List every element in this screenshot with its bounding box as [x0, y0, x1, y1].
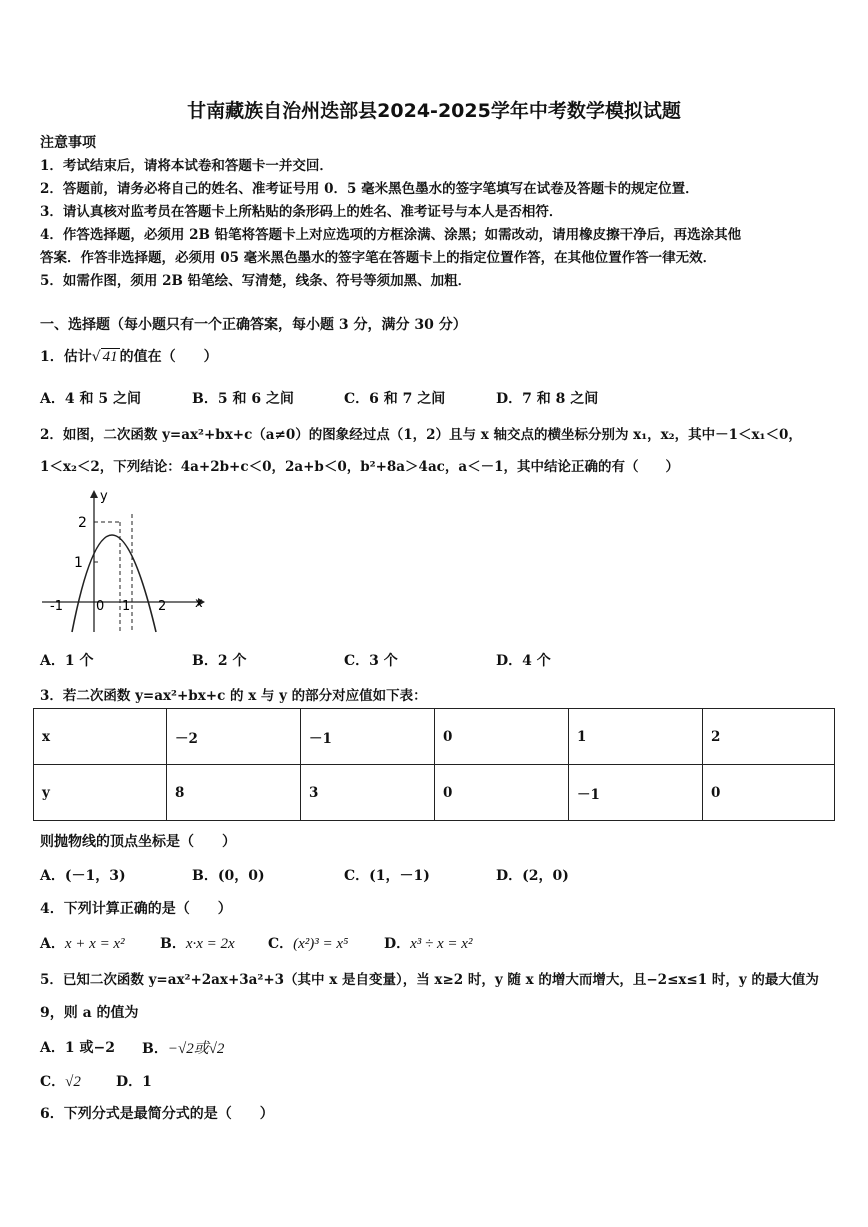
q1-option-d: D．7 和 8 之间	[496, 391, 599, 407]
table-cell: 0	[435, 765, 569, 821]
q3-stem: 3．若二次函数 y=ax²+bx+c 的 x 与 y 的部分对应值如下表：	[40, 688, 427, 704]
q5-option-label: C．	[40, 1074, 66, 1090]
y-tick-label: 1	[74, 555, 83, 571]
q5-option-expr: −√2或√2	[167, 1041, 225, 1057]
table-cell: 8	[167, 765, 301, 821]
q5-option-a: A．1 或−2	[40, 1040, 115, 1056]
x-tick-label: 1	[122, 599, 131, 614]
table-cell: －1	[569, 765, 703, 821]
table-cell: 3	[301, 765, 435, 821]
q1-option-c: C．6 和 7 之间	[344, 391, 446, 407]
table-cell: 0	[435, 709, 569, 765]
parabola-graph	[38, 486, 210, 636]
q4-option-label: A．	[40, 936, 65, 952]
q5-stem-line1: 5．已知二次函数 y=ax²+2ax+3a²+3（其中 x 是自变量），当 x≥2 时，y 随 x 的增大而增大，且−2≤x≤1 时，y 的最大值为	[40, 972, 819, 988]
q5-option-c	[40, 1071, 81, 1091]
q5-stem-line2: 9，则 a 的值为	[40, 1005, 139, 1021]
q5-option-d: D．1	[116, 1074, 152, 1090]
q2-stem-line2: 1＜x₂＜2，下列结论：4a+2b+c＜0，2a+b＜0，b²+8a＞4ac，a＜－1，其中结论正确的有（ ）	[40, 459, 680, 475]
table-row	[34, 709, 835, 765]
q4-option-label: B．	[160, 936, 186, 952]
q3-option-d: D．(2，0)	[496, 868, 569, 884]
section-heading: 一、选择题（每小题只有一个正确答案，每小题 3 分，满分 30 分）	[40, 317, 467, 333]
q4-option-label: D．	[384, 936, 411, 952]
q1-option-b: B．5 和 6 之间	[192, 391, 294, 407]
x-tick-label: -1	[50, 599, 63, 614]
q4-option-b	[160, 933, 235, 953]
y-axis-label: y	[100, 489, 108, 504]
x-axis-label: x	[195, 596, 203, 611]
notice-item: 4．作答选择题，必须用 2B 铅笔将答题卡上对应选项的方框涂满、涂黑；如需改动，请用橡皮擦干净后，再选涂其他	[40, 227, 742, 243]
q5-option-label: B．	[142, 1041, 168, 1057]
y-tick-label: 2	[78, 515, 87, 531]
table-row	[34, 765, 835, 821]
q4-option-expr: x·x = 2x	[185, 936, 235, 952]
q2-option-c: C．3 个	[344, 653, 398, 669]
q5-option-expr: √2	[65, 1074, 81, 1090]
notice-heading: 注意事项	[40, 135, 96, 151]
q2-option-b: B．2 个	[192, 653, 247, 669]
notice-item: 2．答题前，请务必将自己的姓名、准考证号用 0．5 毫米黑色墨水的签字笔填写在试卷及答题卡的规定位置．	[40, 181, 699, 197]
table-cell: －1	[301, 709, 435, 765]
notice-item: 3．请认真核对监考员在答题卡上所粘贴的条形码上的姓名、准考证号与本人是否相符．	[40, 204, 563, 220]
q4-option-a	[40, 933, 125, 953]
q2-stem-line1: 2．如图，二次函数 y=ax²+bx+c（a≠0）的图象经过点（1，2）且与 x 轴交点的横坐标分别为 x₁，x₂，其中－1＜x₁＜0，	[40, 427, 802, 443]
q4-option-label: C．	[268, 936, 294, 952]
table-cell: x	[34, 709, 167, 765]
q4-stem: 4．下列计算正确的是（ ）	[40, 901, 232, 917]
q5-option-b	[142, 1037, 224, 1058]
q4-option-d	[384, 933, 472, 953]
x-tick-label: 2	[158, 599, 167, 614]
values-table	[33, 708, 835, 821]
q1-option-a: A．4 和 5 之间	[40, 391, 141, 407]
q1-prefix: 1．估计	[40, 349, 92, 365]
notice-item: 答案．作答非选择题，必须用 05 毫米黑色墨水的签字笔在答题卡上的指定位置作答，在其他位置作答一律无效．	[40, 250, 717, 266]
x-tick-label: 0	[96, 599, 105, 614]
table-cell: 1	[569, 709, 703, 765]
q4-option-c	[268, 933, 348, 953]
table-cell: 2	[703, 709, 835, 765]
notice-item: 1．考试结束后，请将本试卷和答题卡一并交回．	[40, 158, 333, 174]
parabola-curve	[72, 535, 156, 632]
table-cell: 0	[703, 765, 835, 821]
y-axis-arrow	[90, 490, 98, 498]
notice-item: 5．如需作图，须用 2B 铅笔绘、写清楚，线条、符号等须加黑、加粗．	[40, 273, 472, 289]
q3-option-b: B．(0，0)	[192, 868, 265, 884]
q4-option-expr: x³ ÷ x = x²	[410, 936, 473, 952]
q6-stem: 6．下列分式是最简分式的是（ ）	[40, 1106, 274, 1122]
q3-option-c: C．(1，－1)	[344, 868, 430, 884]
q2-option-d: D．4 个	[496, 653, 551, 669]
q4-option-expr: x + x = x²	[64, 936, 125, 952]
q1-radicand: 41	[102, 349, 118, 365]
q3-question: 则抛物线的顶点坐标是（ ）	[40, 834, 236, 850]
page-title: 甘南藏族自治州迭部县2024-2025学年中考数学模拟试题	[187, 100, 681, 122]
q4-option-expr: (x²)³ = x⁵	[293, 936, 349, 952]
table-cell: －2	[167, 709, 301, 765]
q3-option-a: A．(－1，3)	[40, 868, 126, 884]
table-cell: y	[34, 765, 167, 821]
q2-option-a: A．1 个	[40, 653, 94, 669]
q1-suffix: 的值在（ ）	[119, 349, 218, 365]
question-1: 1．估计√ 41 的值在（ ）	[40, 349, 218, 365]
